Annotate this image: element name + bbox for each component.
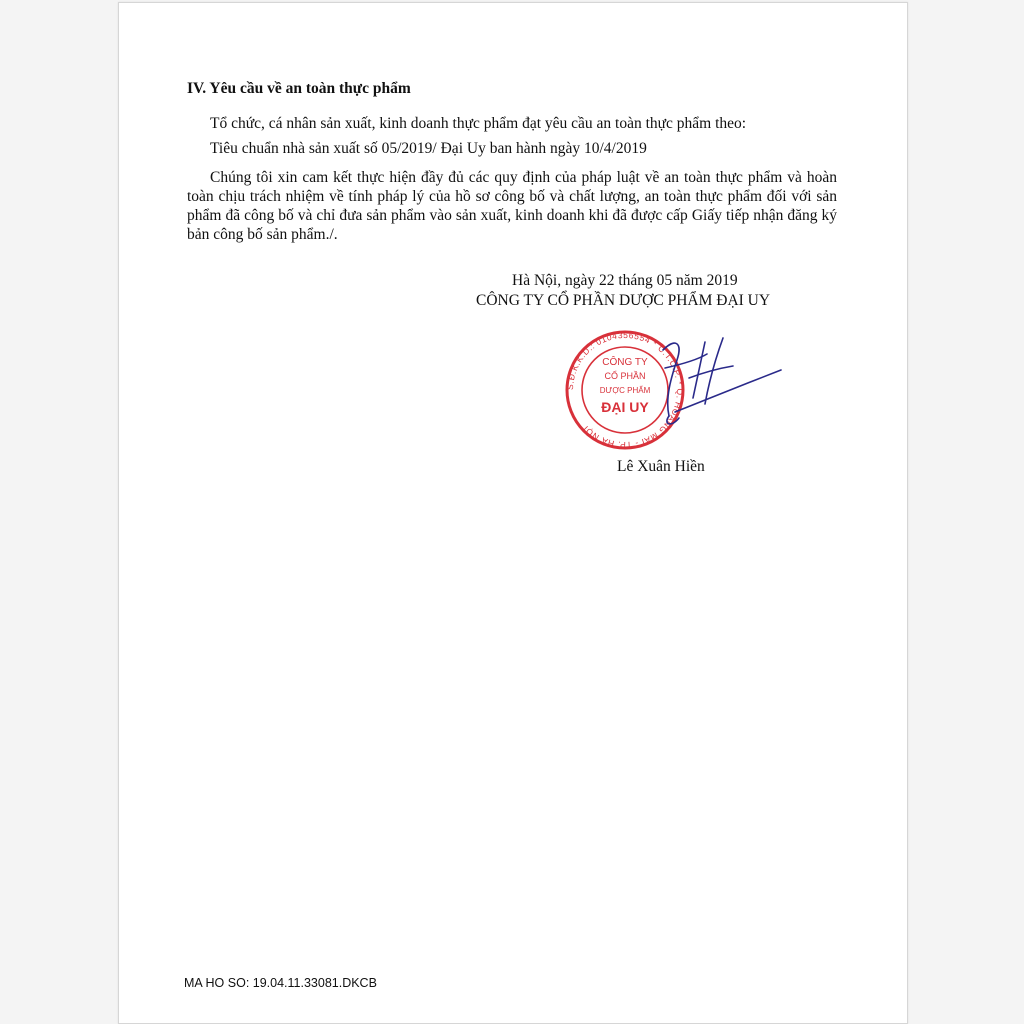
stamp-line-4: ĐẠI UY [601, 399, 649, 415]
company-stamp-and-signature [565, 320, 785, 450]
signature-block [565, 320, 785, 450]
section-heading: IV. Yêu cầu về an toàn thực phẩm [187, 80, 411, 97]
requirement-line: Tổ chức, cá nhân sản xuất, kinh doanh thực phẩm đạt yêu cầu an toàn thực phẩm theo: [210, 115, 747, 132]
company-name: CÔNG TY CỔ PHẦN DƯỢC PHẨM ĐẠI UY [476, 292, 771, 309]
record-code: MA HO SO: 19.04.11.33081.DKCB [184, 976, 377, 990]
signer-name: Lê Xuân Hiền [617, 458, 705, 475]
stamp-ring-text: S.Đ.K.K.D.: 0104356554 * C.T.C.P. * Q. HOÀNG MAI - TP. HÀ NỘI [565, 329, 686, 450]
stamp-line-1: CÔNG TY [602, 357, 648, 368]
company-stamp [565, 330, 685, 450]
standard-line: Tiêu chuẩn nhà sản xuất số 05/2019/ Đại Uy ban hành ngày 10/4/2019 [210, 140, 647, 157]
stamp-line-2: CỔ PHẦN [604, 371, 646, 381]
handwritten-signature [663, 338, 781, 424]
stamp-line-3: DƯỢC PHẨM [599, 386, 651, 395]
commitment-paragraph: Chúng tôi xin cam kết thực hiện đầy đủ các quy định của pháp luật về an toàn thực phẩm và hoàn toàn chịu trách nhiệm về tính pháp lý của hồ sơ công bố và chất lượng, an toàn thực phẩm đối với sản phẩm đã công bố và chỉ đưa sản phẩm vào sản xuất, kinh doanh khi đã được cấp Giấy tiếp nhận đăng ký bản công bố sản phẩm./. [187, 169, 837, 243]
place-date: Hà Nội, ngày 22 tháng 05 năm 2019 [512, 272, 738, 289]
